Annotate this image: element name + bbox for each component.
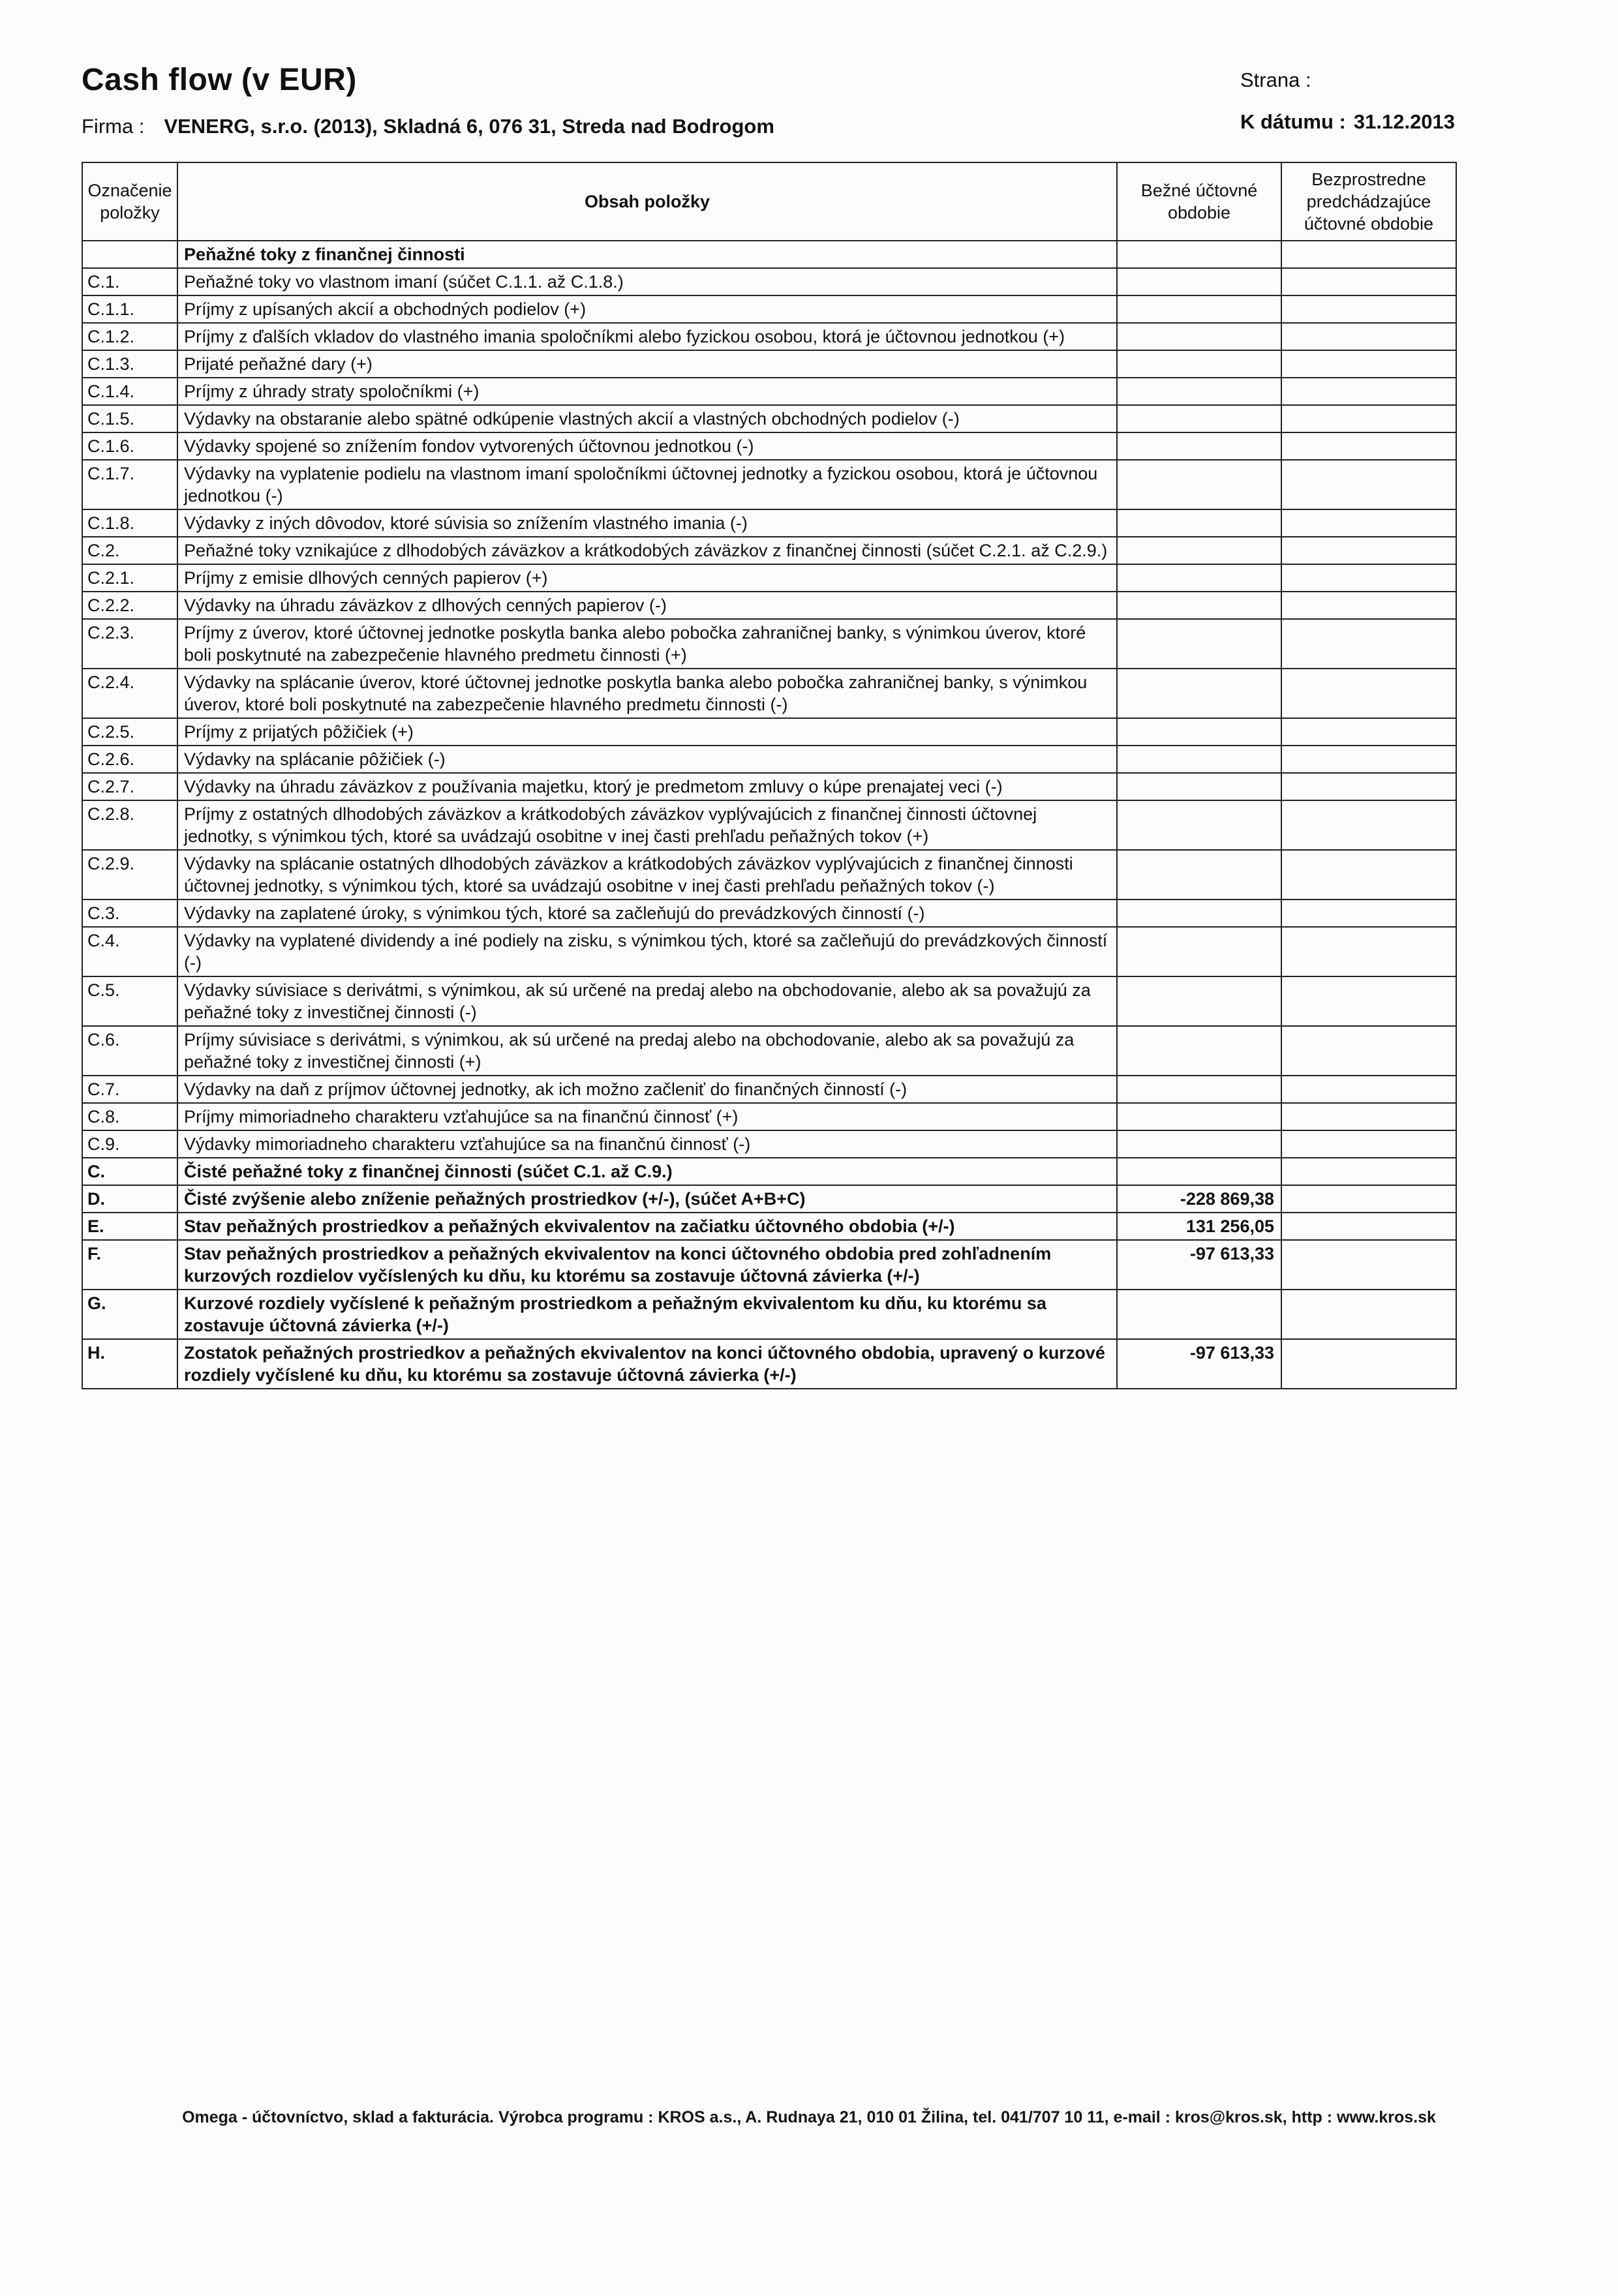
- row-code-cell: C.2.: [82, 537, 177, 564]
- table-row: [82, 405, 1456, 432]
- row-current-value-cell: -97 613,33: [1117, 1339, 1281, 1389]
- row-previous-value-cell: [1281, 1103, 1456, 1130]
- row-code-cell: C.7.: [82, 1076, 177, 1103]
- row-content-cell: Čisté zvýšenie alebo zníženie peňažných prostriedkov (+/-), (súčet A+B+C): [177, 1185, 1117, 1213]
- table-row: [82, 1026, 1456, 1076]
- table-row: [82, 460, 1456, 509]
- row-content-cell: Výdavky na vyplatenie podielu na vlastnom imaní spoločníkmi účtovnej jednotky a fyzickou osobou, ktorá je účtovnou jednotkou (-): [177, 460, 1117, 509]
- row-content-cell: Peňažné toky vo vlastnom imaní (súčet C.1.1. až C.1.8.): [177, 268, 1117, 295]
- row-code-cell: C.2.8.: [82, 800, 177, 850]
- table-row: [82, 592, 1456, 619]
- row-current-value-cell: [1117, 405, 1281, 432]
- table-row: [82, 268, 1456, 295]
- table-row: [82, 773, 1456, 800]
- row-code-cell: C.2.5.: [82, 718, 177, 746]
- row-current-value-cell: [1117, 350, 1281, 378]
- table-row: [82, 378, 1456, 405]
- row-previous-value-cell: [1281, 1026, 1456, 1076]
- column-header-current-period: Bežné účtovné obdobie: [1117, 162, 1281, 241]
- page-title: Cash flow (v EUR): [82, 63, 357, 97]
- row-previous-value-cell: [1281, 800, 1456, 850]
- row-content-cell: Výdavky na vyplatené dividendy a iné podiely na zisku, s výnimkou tých, ktoré sa začleňujú do prevádzkových činností (-): [177, 927, 1117, 976]
- row-code-cell: H.: [82, 1339, 177, 1389]
- table-body: [82, 241, 1456, 1389]
- row-content-cell: Výdavky spojené so znížením fondov vytvorených účtovnou jednotkou (-): [177, 432, 1117, 460]
- row-content-cell: Výdavky na splácanie pôžičiek (-): [177, 746, 1117, 773]
- table-row: [82, 537, 1456, 564]
- row-code-cell: C.1.8.: [82, 509, 177, 537]
- row-current-value-cell: [1117, 241, 1281, 268]
- row-current-value-cell: [1117, 564, 1281, 592]
- row-content-cell: Príjmy z emisie dlhových cenných papierov (+): [177, 564, 1117, 592]
- table-row: [82, 669, 1456, 718]
- cashflow-table-head: [82, 162, 1456, 241]
- table-row: [82, 850, 1456, 899]
- row-code-cell: C.4.: [82, 927, 177, 976]
- row-current-value-cell: [1117, 537, 1281, 564]
- footer-text: Omega - účtovníctvo, sklad a fakturácia. Výrobca programu : KROS a.s., A. Rudnaya 21, 010 01 Žilina, tel. 041/707 10 11, e-mail : kros@kros.sk, http : www.kros.sk: [182, 2108, 1436, 2126]
- row-content-cell: Výdavky na obstaranie alebo spätné odkúpenie vlastných akcií a vlastných obchodných podielov (-): [177, 405, 1117, 432]
- row-current-value-cell: [1117, 295, 1281, 323]
- table-row: [82, 1339, 1456, 1389]
- row-content-cell: Príjmy mimoriadneho charakteru vzťahujúce sa na finančnú činnosť (+): [177, 1103, 1117, 1130]
- table-row: [82, 619, 1456, 669]
- row-current-value-cell: [1117, 323, 1281, 350]
- row-content-cell: Výdavky mimoriadneho charakteru vzťahujúce sa na finančnú činnosť (-): [177, 1130, 1117, 1158]
- row-current-value-cell: [1117, 619, 1281, 669]
- row-previous-value-cell: [1281, 460, 1456, 509]
- table-row: [82, 1185, 1456, 1213]
- firm-line: [82, 115, 774, 138]
- firm-value: VENERG, s.r.o. (2013), Skladná 6, 076 31, Streda nad Bodrogom: [164, 115, 774, 138]
- row-code-cell: C.2.9.: [82, 850, 177, 899]
- header-right: [1240, 68, 1456, 134]
- row-previous-value-cell: [1281, 592, 1456, 619]
- date-value: 31.12.2013: [1353, 110, 1456, 133]
- table-row: [82, 746, 1456, 773]
- row-previous-value-cell: [1281, 405, 1456, 432]
- row-content-cell: Stav peňažných prostriedkov a peňažných ekvivalentov na konci účtovného obdobia pred zohľadnením kurzových rozdielov vyčíslených ku dňu, ku ktorému sa zostavuje účtovná závierka (+/-): [177, 1240, 1117, 1290]
- row-code-cell: C.2.7.: [82, 773, 177, 800]
- row-content-cell: Výdavky na splácanie úverov, ktoré účtovnej jednotke poskytla banka alebo pobočka zahraničnej banky, s výnimkou úverov, ktoré boli poskytnuté na zabezpečenie hlavného predmetu činnosti (-): [177, 669, 1117, 718]
- page-number-label: Strana :: [1240, 68, 1311, 91]
- row-code-cell: C.2.6.: [82, 746, 177, 773]
- row-previous-value-cell: [1281, 773, 1456, 800]
- row-content-cell: Peňažné toky vznikajúce z dlhodobých záväzkov a krátkodobých záväzkov z finančnej činnosti (súčet C.2.1. až C.2.9.): [177, 537, 1117, 564]
- row-content-cell: Príjmy z úhrady straty spoločníkmi (+): [177, 378, 1117, 405]
- row-code-cell: C.2.2.: [82, 592, 177, 619]
- row-previous-value-cell: [1281, 432, 1456, 460]
- table-row: [82, 899, 1456, 927]
- row-previous-value-cell: [1281, 1240, 1456, 1290]
- row-content-cell: Peňažné toky z finančnej činnosti: [177, 241, 1117, 268]
- row-code-cell: C.1.: [82, 268, 177, 295]
- row-code-cell: G.: [82, 1290, 177, 1339]
- row-current-value-cell: [1117, 800, 1281, 850]
- row-previous-value-cell: [1281, 295, 1456, 323]
- row-content-cell: Príjmy z ďalších vkladov do vlastného imania spoločníkmi alebo fyzickou osobou, ktorá je účtovnou jednotkou (+): [177, 323, 1117, 350]
- row-previous-value-cell: [1281, 850, 1456, 899]
- row-previous-value-cell: [1281, 1213, 1456, 1240]
- row-previous-value-cell: [1281, 669, 1456, 718]
- row-current-value-cell: -97 613,33: [1117, 1240, 1281, 1290]
- row-current-value-cell: [1117, 432, 1281, 460]
- row-current-value-cell: [1117, 669, 1281, 718]
- row-current-value-cell: [1117, 460, 1281, 509]
- table-row: [82, 323, 1456, 350]
- header-row: [82, 162, 1456, 241]
- row-current-value-cell: [1117, 899, 1281, 927]
- row-content-cell: Výdavky na úhradu záväzkov z dlhových cenných papierov (-): [177, 592, 1117, 619]
- table-row: [82, 564, 1456, 592]
- row-previous-value-cell: [1281, 564, 1456, 592]
- row-content-cell: Stav peňažných prostriedkov a peňažných ekvivalentov na začiatku účtovného obdobia (+/-): [177, 1213, 1117, 1240]
- row-previous-value-cell: [1281, 718, 1456, 746]
- row-current-value-cell: [1117, 268, 1281, 295]
- cashflow-table: [82, 162, 1457, 1389]
- row-content-cell: Výdavky na splácanie ostatných dlhodobých záväzkov a krátkodobých záväzkov vyplývajúcich z finančnej činnosti účtovnej jednotky, s výnimkou tých, ktoré sa uvádzajú osobitne v inej časti prehľadu peňažných tokov (-): [177, 850, 1117, 899]
- row-current-value-cell: [1117, 746, 1281, 773]
- row-code-cell: C.2.3.: [82, 619, 177, 669]
- row-code-cell: C.8.: [82, 1103, 177, 1130]
- row-previous-value-cell: [1281, 537, 1456, 564]
- row-current-value-cell: [1117, 1076, 1281, 1103]
- column-header-previous-period: Bezprostredne predchádzajúce účtovné obdobie: [1281, 162, 1456, 241]
- row-content-cell: Výdavky z iných dôvodov, ktoré súvisia so znížením vlastného imania (-): [177, 509, 1117, 537]
- row-content-cell: Výdavky na úhradu záväzkov z používania majetku, ktorý je predmetom zmluvy o kúpe prenajatej veci (-): [177, 773, 1117, 800]
- table-row: [82, 1130, 1456, 1158]
- row-previous-value-cell: [1281, 927, 1456, 976]
- table-row: [82, 1076, 1456, 1103]
- row-previous-value-cell: [1281, 1339, 1456, 1389]
- row-current-value-cell: [1117, 1130, 1281, 1158]
- table-row: [82, 295, 1456, 323]
- row-current-value-cell: [1117, 718, 1281, 746]
- row-previous-value-cell: [1281, 268, 1456, 295]
- row-content-cell: Výdavky na daň z príjmov účtovnej jednotky, ak ich možno začleniť do finančných činností (-): [177, 1076, 1117, 1103]
- date-line: [1240, 110, 1456, 134]
- row-code-cell: C.1.2.: [82, 323, 177, 350]
- row-current-value-cell: [1117, 927, 1281, 976]
- table-row: [82, 1213, 1456, 1240]
- firm-label: Firma :: [82, 115, 145, 138]
- table-row: [82, 1290, 1456, 1339]
- row-current-value-cell: [1117, 1158, 1281, 1185]
- row-content-cell: Príjmy súvisiace s derivátmi, s výnimkou, ak sú určené na predaj alebo na obchodovanie, alebo ak sa považujú za peňažné toky z investičnej činnosti (+): [177, 1026, 1117, 1076]
- table-row: [82, 1240, 1456, 1290]
- row-code-cell: E.: [82, 1213, 177, 1240]
- row-content-cell: Výdavky súvisiace s derivátmi, s výnimkou, ak sú určené na predaj alebo na obchodovanie, alebo ak sa považujú za peňažné toky z investičnej činnosti (-): [177, 976, 1117, 1026]
- row-current-value-cell: [1117, 378, 1281, 405]
- row-previous-value-cell: [1281, 619, 1456, 669]
- row-current-value-cell: [1117, 976, 1281, 1026]
- row-code-cell: C.1.6.: [82, 432, 177, 460]
- table-row: [82, 432, 1456, 460]
- row-previous-value-cell: [1281, 976, 1456, 1026]
- header-left: [82, 62, 774, 138]
- table-row: [82, 509, 1456, 537]
- row-previous-value-cell: [1281, 899, 1456, 927]
- row-code-cell: C.9.: [82, 1130, 177, 1158]
- row-code-cell: C.3.: [82, 899, 177, 927]
- row-previous-value-cell: [1281, 1290, 1456, 1339]
- table-row: [82, 976, 1456, 1026]
- table-row: [82, 927, 1456, 976]
- row-content-cell: Príjmy z prijatých pôžičiek (+): [177, 718, 1117, 746]
- row-code-cell: C.2.1.: [82, 564, 177, 592]
- table-row: [82, 800, 1456, 850]
- row-previous-value-cell: [1281, 1158, 1456, 1185]
- row-previous-value-cell: [1281, 1185, 1456, 1213]
- row-content-cell: Kurzové rozdiely vyčíslené k peňažným prostriedkom a peňažným ekvivalentom ku dňu, ku ktorému sa zostavuje účtovná závierka (+/-): [177, 1290, 1117, 1339]
- row-previous-value-cell: [1281, 350, 1456, 378]
- row-current-value-cell: 131 256,05: [1117, 1213, 1281, 1240]
- row-previous-value-cell: [1281, 241, 1456, 268]
- row-code-cell: C.2.4.: [82, 669, 177, 718]
- row-content-cell: Čisté peňažné toky z finančnej činnosti (súčet C.1. až C.9.): [177, 1158, 1117, 1185]
- row-content-cell: Príjmy z úverov, ktoré účtovnej jednotke poskytla banka alebo pobočka zahraničnej banky, s výnimkou úverov, ktoré boli poskytnuté na zabezpečenie hlavného predmetu činnosti (+): [177, 619, 1117, 669]
- row-code-cell: C.1.4.: [82, 378, 177, 405]
- row-code-cell: C.5.: [82, 976, 177, 1026]
- document-header: [82, 62, 1456, 138]
- row-current-value-cell: [1117, 592, 1281, 619]
- row-code-cell: C.1.7.: [82, 460, 177, 509]
- row-code-cell: C.1.3.: [82, 350, 177, 378]
- row-code-cell: D.: [82, 1185, 177, 1213]
- document-page: [82, 62, 1456, 1389]
- row-code-cell: [82, 241, 177, 268]
- row-current-value-cell: [1117, 1026, 1281, 1076]
- row-content-cell: Výdavky na zaplatené úroky, s výnimkou tých, ktoré sa začleňujú do prevádzkových činností (-): [177, 899, 1117, 927]
- column-header-content: Obsah položky: [177, 162, 1117, 241]
- table-row: [82, 241, 1456, 268]
- row-code-cell: F.: [82, 1240, 177, 1290]
- row-code-cell: C.1.1.: [82, 295, 177, 323]
- row-code-cell: C.1.5.: [82, 405, 177, 432]
- row-previous-value-cell: [1281, 746, 1456, 773]
- row-code-cell: C.: [82, 1158, 177, 1185]
- row-current-value-cell: [1117, 850, 1281, 899]
- row-current-value-cell: -228 869,38: [1117, 1185, 1281, 1213]
- row-content-cell: Príjmy z upísaných akcií a obchodných podielov (+): [177, 295, 1117, 323]
- column-header-code: Označenie položky: [82, 162, 177, 241]
- table-row: [82, 350, 1456, 378]
- row-previous-value-cell: [1281, 1130, 1456, 1158]
- row-content-cell: Príjmy z ostatných dlhodobých záväzkov a krátkodobých záväzkov vyplývajúcich z finančnej činnosti účtovnej jednotky, s výnimkou tých, ktoré sa uvádzajú osobitne v inej časti prehľadu peňažných tokov (+): [177, 800, 1117, 850]
- row-current-value-cell: [1117, 1290, 1281, 1339]
- row-previous-value-cell: [1281, 509, 1456, 537]
- row-previous-value-cell: [1281, 1076, 1456, 1103]
- row-current-value-cell: [1117, 773, 1281, 800]
- table-row: [82, 718, 1456, 746]
- row-previous-value-cell: [1281, 323, 1456, 350]
- date-label: K dátumu :: [1240, 110, 1346, 133]
- row-current-value-cell: [1117, 509, 1281, 537]
- table-row: [82, 1103, 1456, 1130]
- row-content-cell: Zostatok peňažných prostriedkov a peňažných ekvivalentov na konci účtovného obdobia, upravený o kurzové rozdiely vyčíslené ku dňu, ku ktorému sa zostavuje účtovná závierka (+/-): [177, 1339, 1117, 1389]
- row-current-value-cell: [1117, 1103, 1281, 1130]
- row-content-cell: Prijaté peňažné dary (+): [177, 350, 1117, 378]
- row-code-cell: C.6.: [82, 1026, 177, 1076]
- table-row: [82, 1158, 1456, 1185]
- row-previous-value-cell: [1281, 378, 1456, 405]
